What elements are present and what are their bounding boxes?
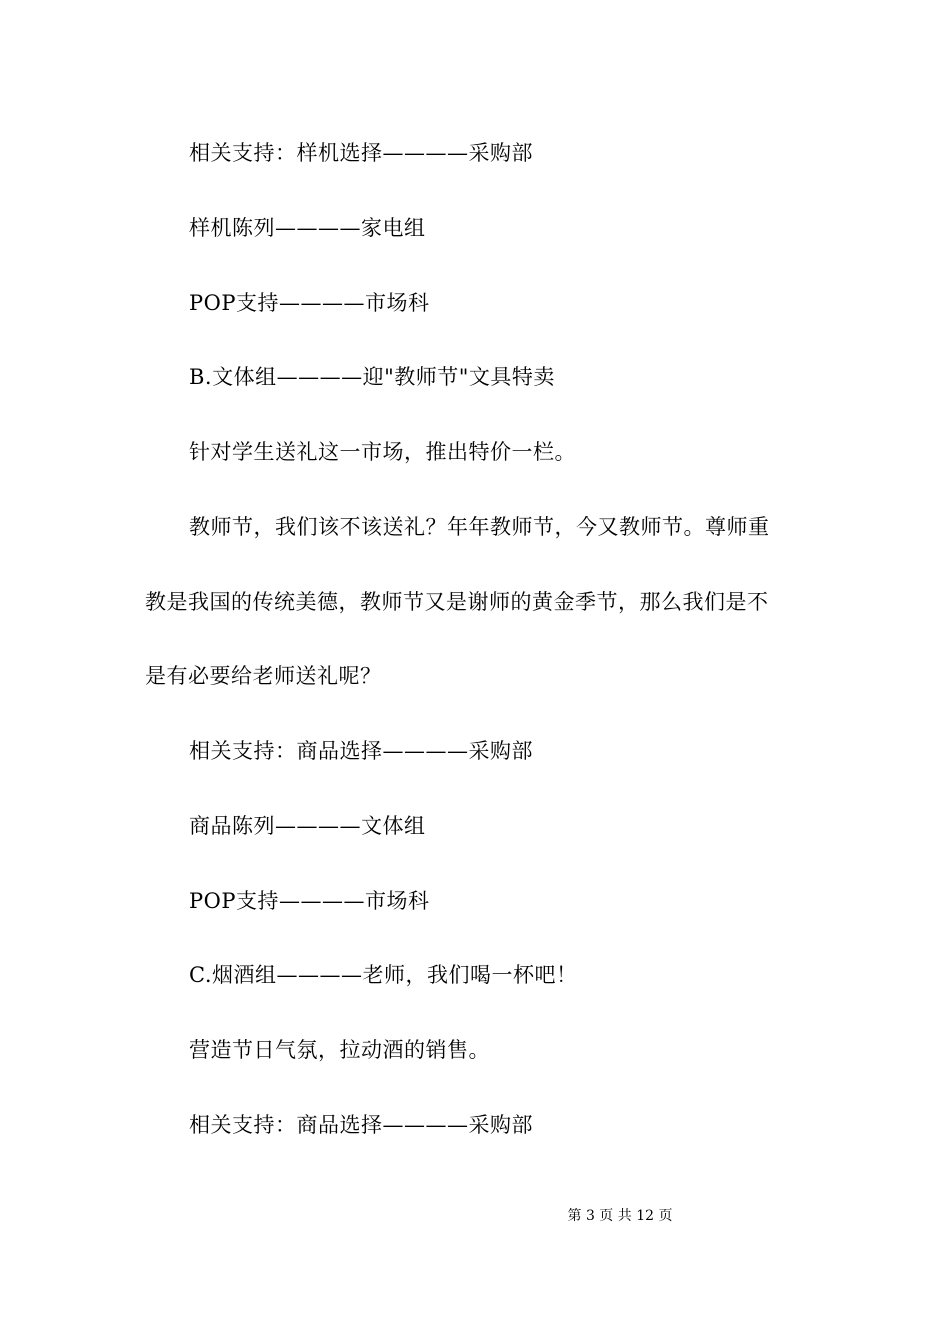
text-line-festive-atmosphere: 营造节日气氛，拉动酒的销售。 <box>189 1038 490 1062</box>
text-line-support-sample-selection: 相关支持：样机选择————采购部 <box>189 141 533 165</box>
text-line-section-b-heading: B.文体组————迎"教师节"文具特卖 <box>189 365 555 389</box>
text-line-support-product-selection: 相关支持：商品选择————采购部 <box>189 739 533 763</box>
text-line-product-display: 商品陈列————文体组 <box>189 814 426 838</box>
text-line-sample-display: 样机陈列————家电组 <box>189 216 426 240</box>
text-line-student-gift-market: 针对学生送礼这一市场，推出特价一栏。 <box>189 440 576 464</box>
paragraph-line-teachers-day-2: 教是我国的传统美德，教师节又是谢师的黄金季节，那么我们是不 <box>145 590 769 614</box>
paragraph-line-teachers-day-1: 教师节，我们该不该送礼？年年教师节，今又教师节。尊师重 <box>189 515 770 539</box>
text-line-pop-support-2: POP支持————市场科 <box>189 889 430 913</box>
paragraph-line-teachers-day-3: 是有必要给老师送礼呢？ <box>145 664 382 688</box>
text-line-section-c-heading: C.烟酒组————老师，我们喝一杯吧！ <box>189 963 578 987</box>
page-number-footer: 第 3 页 共 12 页 <box>567 1208 673 1224</box>
text-line-pop-support: POP支持————市场科 <box>189 291 430 315</box>
text-line-support-product-selection-2: 相关支持：商品选择————采购部 <box>189 1113 533 1137</box>
